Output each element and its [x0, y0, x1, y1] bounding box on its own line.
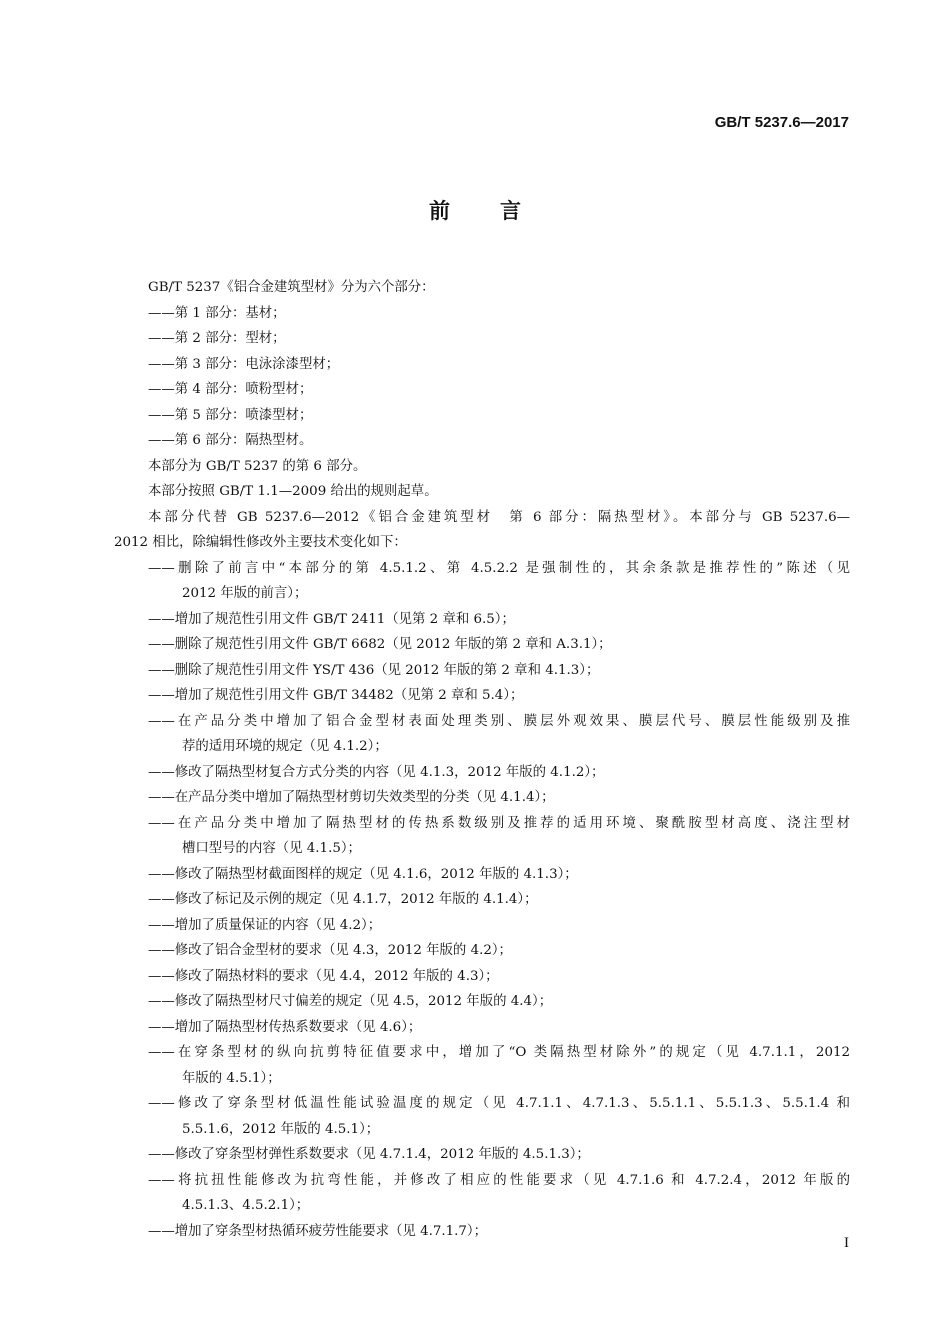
change-item: ——增加了隔热型材传热系数要求（见 4.6）；: [148, 1019, 422, 1035]
foreword-body: [114, 275, 850, 1244]
change-item: ——增加了规范性引用文件 GB/T 34482（见第 2 章和 5.4）；: [148, 688, 524, 703]
change-item: ——删除了规范性引用文件 YS/T 436（见 2012 年版的第 2 章和 4.1.3）；: [148, 662, 600, 678]
change-item: ——修改了隔热材料的要求（见 4.4，2012 年版的 4.3）；: [148, 968, 499, 984]
change-item-cont: 槽口型号的内容（见 4.1.5）；: [182, 841, 361, 856]
part-list-item: ——第 6 部分：隔热型材。: [148, 433, 313, 448]
change-item: ——增加了规范性引用文件 GB/T 2411（见第 2 章和 6.5）；: [148, 611, 515, 627]
change-item: ——增加了穿条型材热循环疲劳性能要求（见 4.7.1.7）；: [148, 1223, 487, 1239]
page-number: I: [844, 1235, 849, 1251]
change-item: ——修改了穿条型材弹性系数要求（见 4.7.1.4，2012 年版的 4.5.1.3）；: [148, 1147, 590, 1162]
part-list-item: ——第 5 部分：喷漆型材；: [148, 407, 313, 423]
change-item-cont: 年版的 4.5.1）；: [182, 1070, 281, 1086]
paragraph: 本部分为 GB/T 5237 的第 6 部分。: [148, 458, 367, 474]
change-item: ——在产品分类中增加了隔热型材剪切失效类型的分类（见 4.1.4）；: [148, 790, 555, 805]
replacement-paragraph-cont: 2012 相比，除编辑性修改外主要技术变化如下：: [114, 535, 407, 550]
change-item: ——修改了穿条型材低温性能试验温度的规定（见 4.7.1.1、4.7.1.3、5.5.1.1、5.5.1.3、5.5.1.4 和: [148, 1096, 850, 1111]
change-item: ——修改了隔热型材复合方式分类的内容（见 4.1.3，2012 年版的 4.1.2）；: [148, 764, 605, 780]
change-item: ——在穿条型材的纵向抗剪特征值要求中，增加了“O 类隔热型材除外”的规定（见 4.7.1.1，2012: [148, 1045, 850, 1060]
change-item: ——修改了铝合金型材的要求（见 4.3，2012 年版的 4.2）；: [148, 943, 512, 958]
part-list-item: ——第 1 部分：基材；: [148, 305, 286, 321]
change-item: ——修改了标记及示例的规定（见 4.1.7，2012 年版的 4.1.4）；: [148, 892, 538, 907]
part-list-item: ——第 3 部分：电泳涂漆型材；: [148, 356, 340, 372]
change-item: ——将抗扭性能修改为抗弯性能，并修改了相应的性能要求（见 4.7.1.6 和 4.7.2.4，2012 年版的: [148, 1172, 850, 1188]
part-list-item: ——第 2 部分：型材；: [148, 331, 286, 346]
intro-paragraph: GB/T 5237《铝合金建筑型材》分为六个部分：: [148, 280, 435, 295]
change-item-cont: 荐的适用环境的规定（见 4.1.2）；: [182, 739, 388, 754]
change-item-cont: 2012 年版的前言）；: [182, 586, 308, 601]
change-item: ——删除了前言中“本部分的第 4.5.1.2、第 4.5.2.2 是强制性的，其余条款是推荐性的”陈述（见: [148, 560, 850, 576]
change-item: ——删除了规范性引用文件 GB/T 6682（见 2012 年版的第 2 章和 A.3.1）；: [148, 637, 612, 652]
change-item: ——在产品分类中增加了隔热型材的传热系数级别及推荐的适用环境、聚酰胺型材高度、浇注型材: [148, 815, 850, 831]
change-item-cont: 4.5.1.3、4.5.2.1）；: [182, 1198, 310, 1213]
part-list-item: ——第 4 部分：喷粉型材；: [148, 382, 313, 397]
replacement-paragraph: 本部分代替 GB 5237.6—2012《铝合金建筑型材 第 6 部分：隔热型材》。本部分与 GB 5237.6—: [148, 509, 850, 525]
change-item: ——修改了隔热型材截面图样的规定（见 4.1.6，2012 年版的 4.1.3）；: [148, 866, 578, 882]
change-item: ——增加了质量保证的内容（见 4.2）；: [148, 917, 382, 933]
page-title: 前言: [429, 199, 571, 223]
paragraph: 本部分按照 GB/T 1.1—2009 给出的规则起草。: [148, 484, 438, 499]
change-item-cont: 5.5.1.6，2012 年版的 4.5.1）；: [182, 1121, 380, 1137]
changes-list: [114, 556, 850, 1245]
standard-number: GB/T 5237.6—2017: [714, 114, 849, 131]
change-item: ——在产品分类中增加了铝合金型材表面处理类别、膜层外观效果、膜层代号、膜层性能级别及推: [148, 713, 850, 729]
change-item: ——修改了隔热型材尺寸偏差的规定（见 4.5，2012 年版的 4.4）；: [148, 994, 553, 1009]
